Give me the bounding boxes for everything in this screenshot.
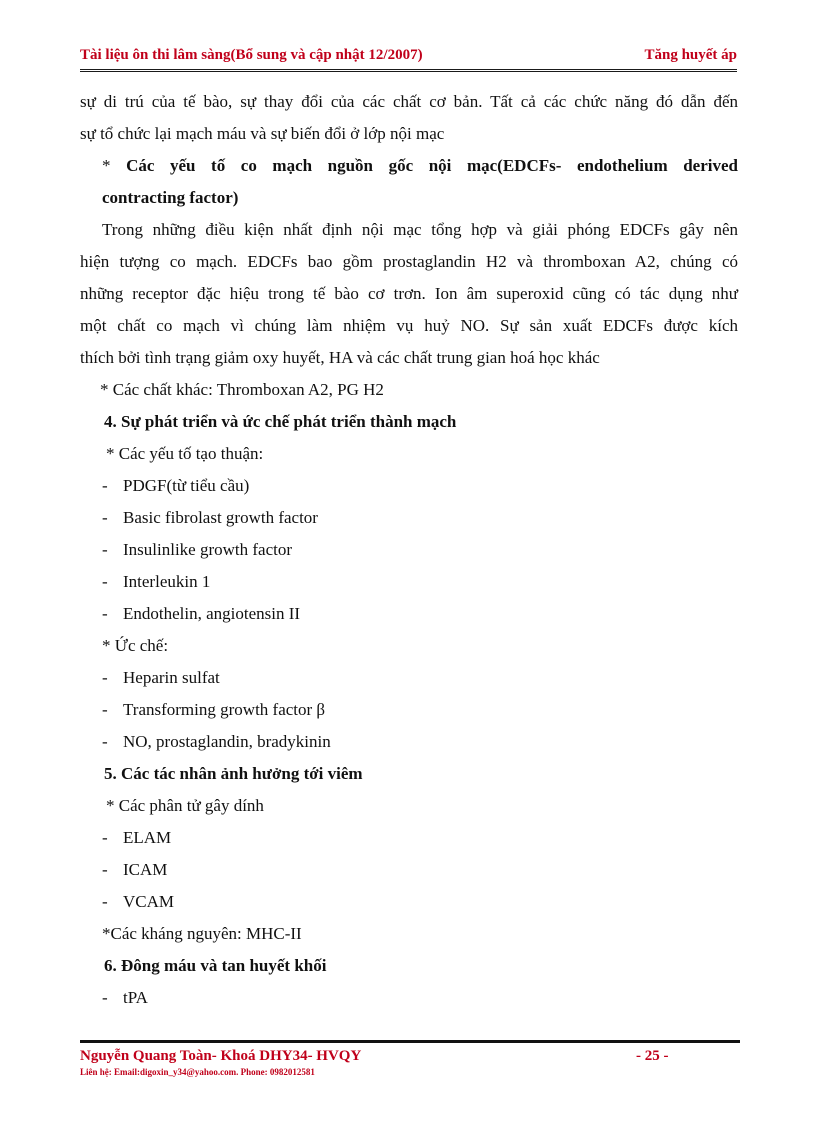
paragraph-line: sự di trú của tế bào, sự thay đổi của các chất cơ bản. Tất cả các chức năng đó dẫn đến (80, 92, 738, 111)
bullet-star: * (102, 156, 127, 175)
other-substances-line: * Các chất khác: Thromboxan A2, PG H2 (100, 380, 384, 399)
paragraph-line: một chất co mạch vì chúng làm nhiệm vụ huỷ NO. Sự sản xuất EDCFs được kích (80, 316, 738, 335)
list-item-text: ELAM (123, 828, 172, 847)
promoters-label: * Các yếu tố tạo thuận: (106, 444, 264, 463)
header-document-title: Tài liệu ôn thi lâm sàng(Bổ sung và cập nhật 12/2007) (80, 47, 423, 63)
list-item: - ELAM (102, 828, 172, 847)
list-item-text: Basic fibrolast growth factor (123, 508, 318, 527)
edcf-heading (80, 150, 738, 182)
page-body (80, 86, 738, 1014)
edcf-heading-text: Các yếu tố co mạch nguồn gốc nội mạc(EDCFs- endothelium derived (126, 156, 738, 175)
list-item: - Heparin sulfat (102, 668, 220, 687)
inhibitors-label: * Ức chế: (102, 636, 169, 655)
header-topic: Tăng huyết áp (644, 47, 737, 63)
list-item-text: Endothelin, angiotensin II (123, 604, 301, 623)
list-item: - Basic fibrolast growth factor (102, 508, 318, 527)
list-item-text: PDGF(từ tiểu cầu) (123, 476, 250, 495)
list-item-text: VCAM (123, 892, 175, 911)
list-item-text: Heparin sulfat (123, 668, 220, 687)
paragraph-line: những receptor đặc hiệu trong tế bào cơ trơn. Ion âm superoxid cũng có tác dụng như (80, 284, 738, 303)
list-item: - VCAM (102, 892, 175, 911)
page-header (80, 47, 737, 72)
paragraph-line: Trong những điều kiện nhất định nội mạc tổng hợp và giải phóng EDCFs gây nên (102, 220, 738, 239)
page-footer (80, 1040, 740, 1077)
paragraph-line: sự tổ chức lại mạch máu và sự biến đổi ở lớp nội mạc (80, 124, 445, 143)
footer-contact: Liên hệ: Email:digoxin_y34@yahoo.com. Phone: 0982012581 (80, 1067, 315, 1077)
list-item: - NO, prostaglandin, bradykinin (102, 732, 331, 751)
edcf-heading-continuation: contracting factor) (102, 188, 239, 207)
section-4-heading: 4. Sự phát triển và ức chế phát triển thành mạch (104, 412, 457, 431)
list-item: - ICAM (102, 860, 168, 879)
adhesion-label: * Các phân tử gây dính (106, 796, 264, 815)
list-item-text: Insulinlike growth factor (123, 540, 293, 559)
paragraph-line: hiện tượng co mạch. EDCFs bao gồm prostaglandin H2 và thromboxan A2, chúng có (80, 252, 738, 271)
list-item: - Transforming growth factor β (102, 700, 326, 719)
page-number: - 25 - (636, 1048, 669, 1064)
list-item: - Interleukin 1 (102, 572, 211, 591)
list-item: - Endothelin, angiotensin II (102, 604, 301, 623)
list-item-text: tPA (123, 988, 148, 1007)
section-5-heading: 5. Các tác nhân ảnh hưởng tới viêm (104, 764, 363, 783)
paragraph-line: thích bởi tình trạng giảm oxy huyết, HA và các chất trung gian hoá học khác (80, 348, 600, 367)
footer-author: Nguyễn Quang Toàn- Khoá DHY34- HVQY (80, 1048, 362, 1064)
list-item: - Insulinlike growth factor (102, 540, 293, 559)
antigens-line: *Các kháng nguyên: MHC-II (102, 924, 302, 943)
list-item-text: Interleukin 1 (123, 572, 211, 591)
list-item-text: Transforming growth factor β (123, 700, 326, 719)
list-item: - PDGF(từ tiểu cầu) (102, 476, 250, 495)
list-item-text: ICAM (123, 860, 168, 879)
section-6-heading: 6. Đông máu và tan huyết khối (104, 956, 327, 975)
list-item: - tPA (102, 988, 148, 1007)
list-item-text: NO, prostaglandin, bradykinin (123, 732, 331, 751)
